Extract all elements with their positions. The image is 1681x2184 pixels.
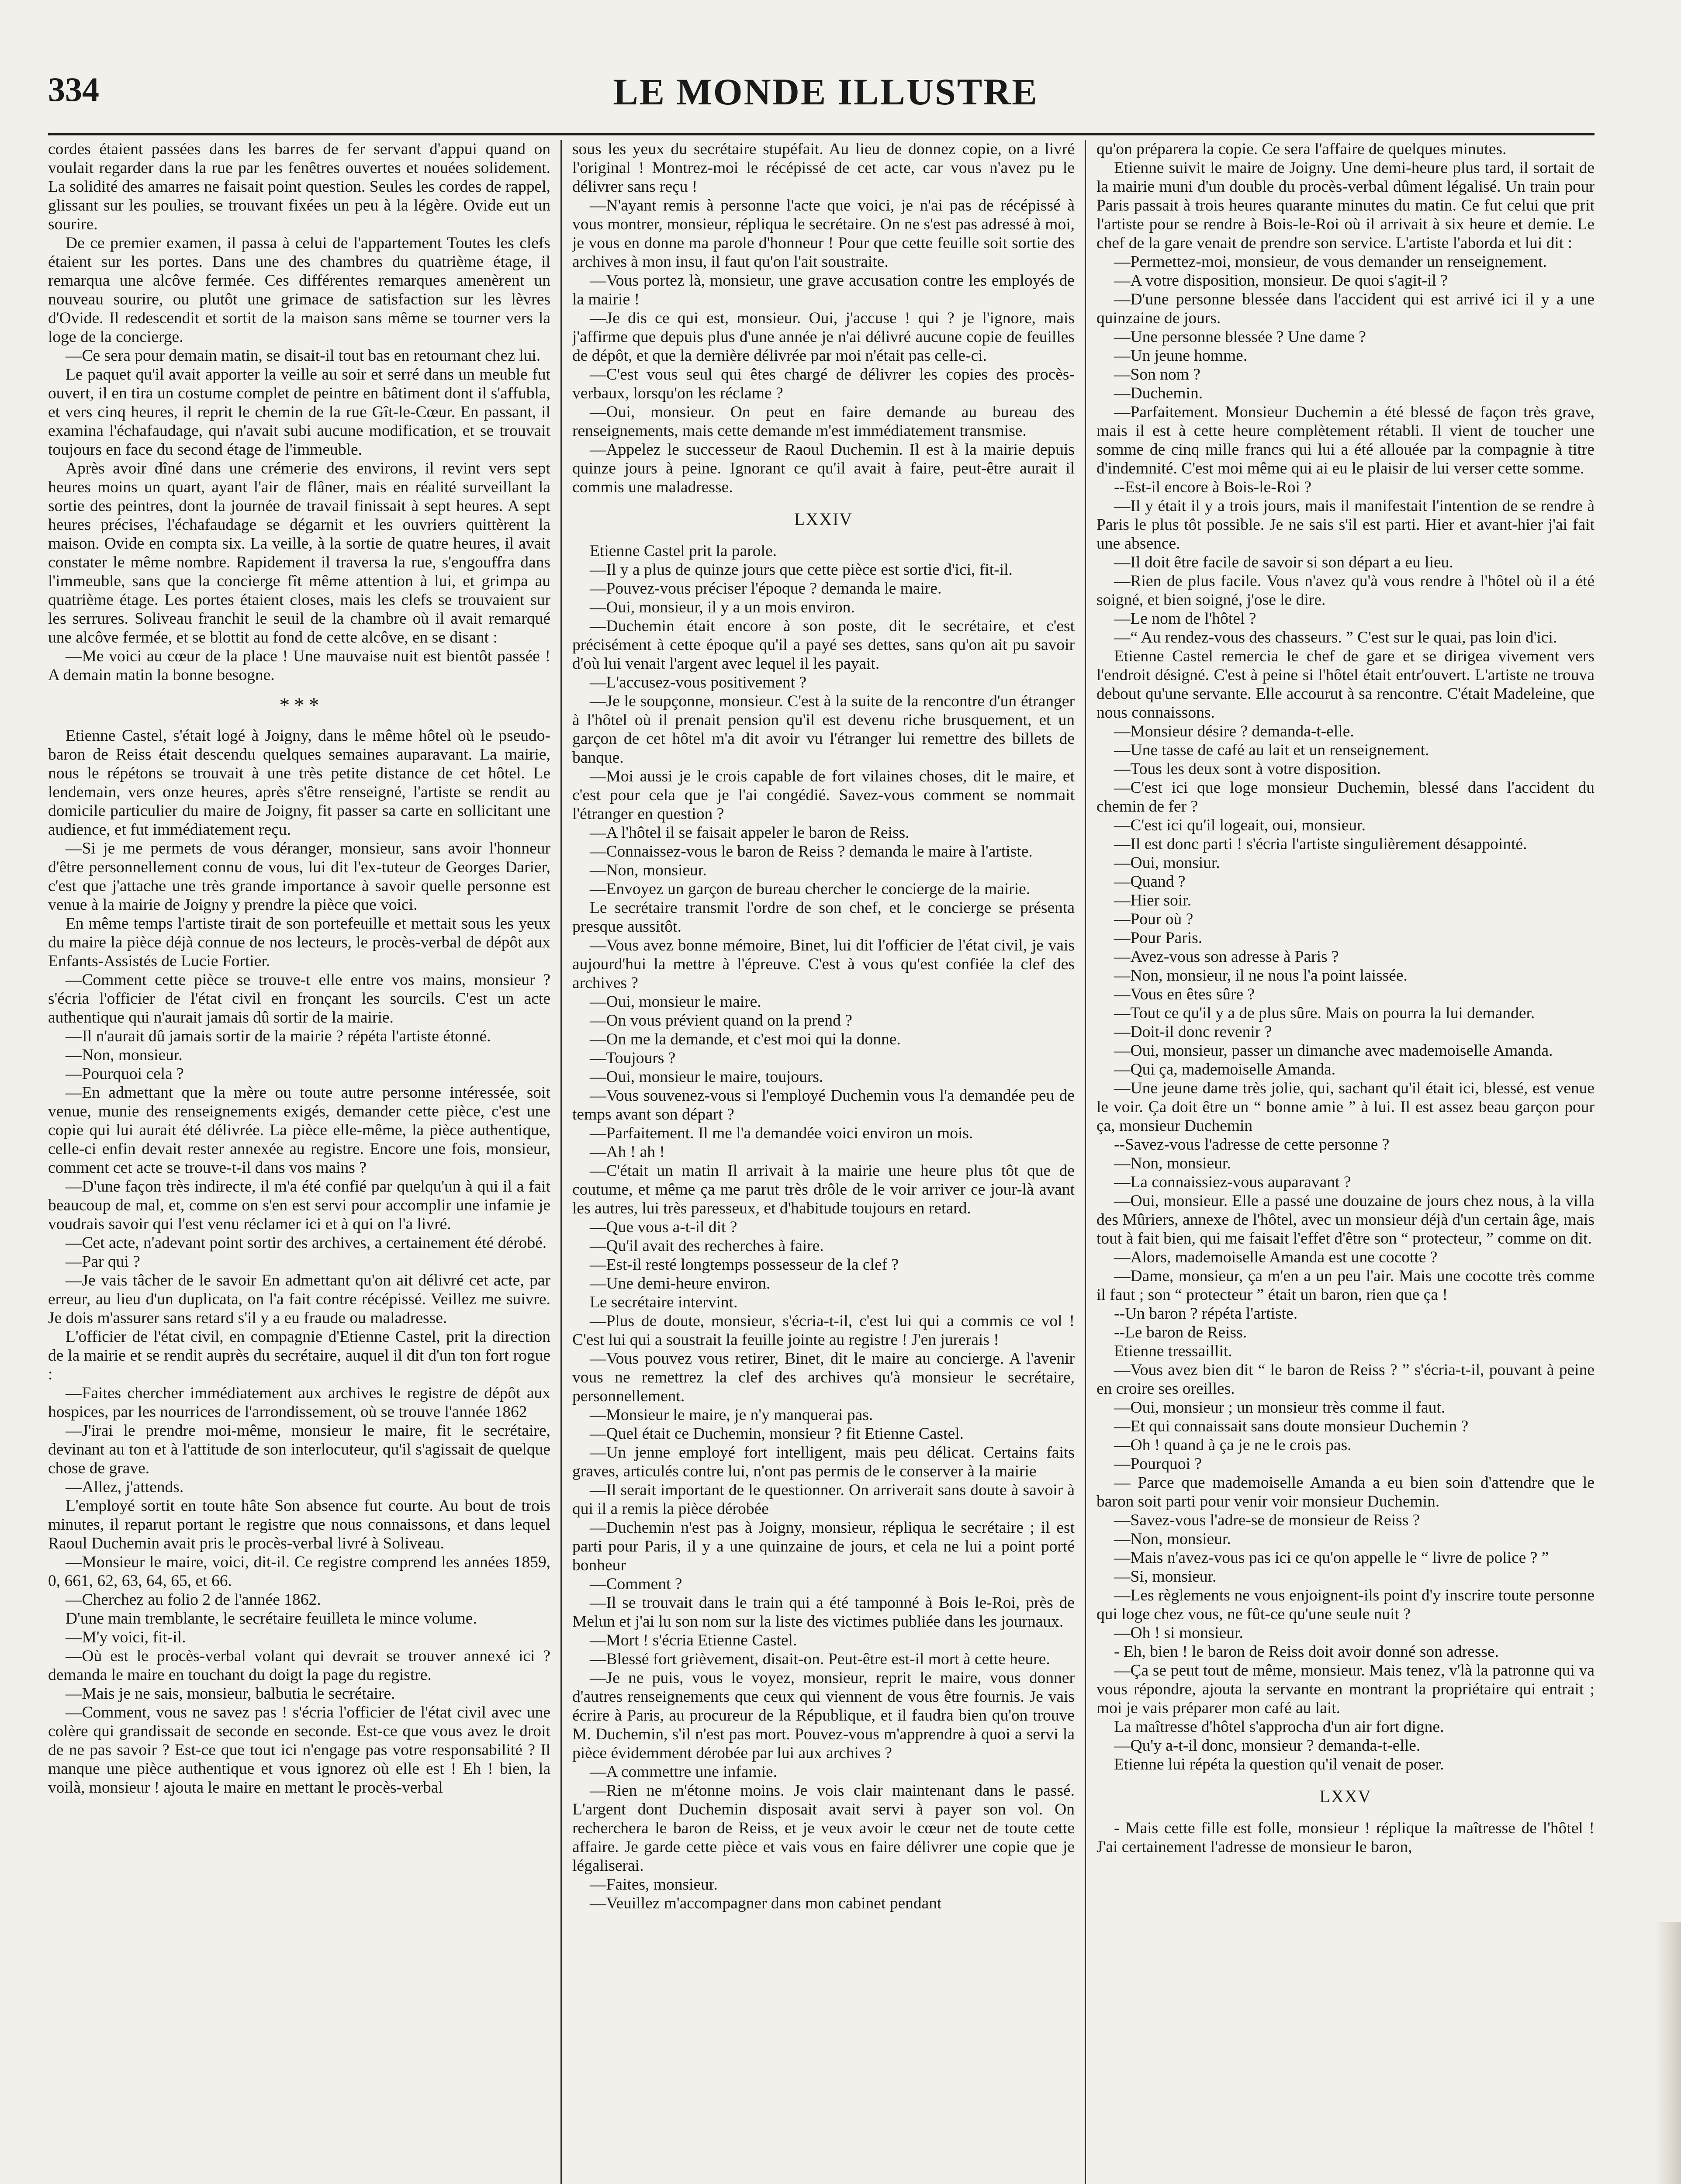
- chapter-heading: LXXV: [1319, 1787, 1372, 1806]
- paragraph: —Oui, monsieur ; un monsieur très comme il faut.: [1114, 1399, 1446, 1417]
- paragraph: —“ Au rendez-vous des chasseurs. ” C'est sur le quai, pas loin d'ici.: [1114, 629, 1557, 646]
- paragraph: —Duchemin.: [1114, 384, 1203, 402]
- paragraph: —Monsieur désire ? demanda-t-elle.: [1114, 722, 1354, 740]
- paragraph: —Vous portez là, monsieur, une grave accusation contre les employés de la mairie !: [572, 272, 1075, 308]
- paragraph: —Rien de plus facile. Vous n'avez qu'à vous rendre à l'hôtel où il a été soigné, et bien soigné, j'ose le dire.: [1096, 572, 1595, 609]
- paragraph: Etienne Castel prit la parole.: [590, 542, 777, 560]
- paragraph: —Oui, monsieur, il y a un mois environ.: [590, 598, 855, 616]
- paragraph: —Me voici au cœur de la place ! Une mauvaise nuit est bientôt passée ! A demain matin la bonne besogne.: [48, 647, 550, 684]
- paragraph: —Duchemin n'est pas à Joigny, monsieur, répliqua le secrétaire ; il est parti pour Paris, il y a une quinzaine de jours, et cela ne lui a point porté bonheur: [572, 1519, 1075, 1574]
- paragraph: —Monsieur le maire, je n'y manquerai pas.: [590, 1406, 873, 1424]
- paragraph: De ce premier examen, il passa à celui de l'appartement Toutes les clefs étaient sur les portes. Dans une des chambres du quatrième étage, il remarqua une alcôve fermée. Ces différentes remarques amenèrent un nouveau sourire, ou plutôt une grimace de satisfaction sur les lèvres d'Ovide. Il redescendit et sortit de la maison sans même se tourner vers la loge de la concierge.: [48, 234, 550, 346]
- paragraph: —Parfaitement. Monsieur Duchemin a été blessé de façon très grave, mais il est à cette heure complètement rétabli. Il vient de toucher une somme de cinq mille francs qui lui a été allouée par la compagnie à titre d'indemnité. C'est moi même qui ai eu le plaisir de lui verser cette somme.: [1096, 403, 1595, 477]
- paragraph: Le secrétaire intervint.: [590, 1293, 738, 1311]
- paragraph: —Pourquoi ?: [1114, 1455, 1202, 1473]
- paragraph: —Monsieur le maire, voici, dit-il. Ce registre comprend les années 1859, 0, 661, 62, 63, 64, 65, et 66.: [48, 1553, 550, 1590]
- paragraph: —Les règlements ne vous enjoignent-ils point d'y inscrire toute personne qui loge chez vous, ne fût-ce qu'une seule nuit ?: [1096, 1586, 1595, 1623]
- paragraph: —Comment ?: [590, 1575, 682, 1593]
- paragraph: —Vous avez bien dit “ le baron de Reiss ? ” s'écria-t-il, pouvant à peine en croire ses oreilles.: [1096, 1361, 1595, 1398]
- paragraph: —Oui, monsieur, passer un dimanche avec mademoiselle Amanda.: [1114, 1042, 1553, 1060]
- paragraph: Etienne lui répéta la question qu'il venait de poser.: [1114, 1755, 1444, 1773]
- paragraph: —Mais je ne sais, monsieur, balbutia le secrétaire.: [66, 1685, 395, 1703]
- paragraph: —C'était un matin Il arrivait à la mairie une heure plus tôt que de coutume, et même ça me parut très drôle de le voir arriver ce jour-là avant les autres, lui très paresseux, et d'habitude toujours en retard.: [572, 1162, 1075, 1217]
- paragraph: —Mort ! s'écria Etienne Castel.: [590, 1631, 797, 1649]
- paragraph: Etienne Castel remercia le chef de gare et se dirigea vivement vers l'endroit désigné. C'est à peine si l'hôtel était entr'ouvert. L'artiste ne trouva debout qu'une servante. Elle accourut à sa rencontre. C'était Madeleine, que nous connaissons.: [1096, 647, 1595, 722]
- paragraph: —Que vous a-t-il dit ?: [590, 1218, 737, 1236]
- paragraph: —Hier soir.: [1114, 892, 1192, 909]
- paragraph: —A l'hôtel il se faisait appeler le baron de Reiss.: [590, 824, 910, 842]
- paragraph: —Je dis ce qui est, monsieur. Oui, j'accuse ! qui ? je l'ignore, mais j'affirme que depuis plus d'une année je n'ai délivré aucune copie de feuilles de dépôt, et que la dernière délivrée par moi n'était pas celle-ci.: [572, 309, 1075, 365]
- paragraph: L'officier de l'état civil, en compagnie d'Etienne Castel, prit la direction de la mairie et se rendit auprès du secrétaire, auquel il dit d'un ton fort rogue :: [48, 1328, 550, 1383]
- paragraph: —Pour où ?: [1114, 910, 1193, 928]
- paragraph: — Parce que mademoiselle Amanda a eu bien soin d'attendre que le baron soit parti pour venir voir monsieur Duchemin.: [1096, 1474, 1595, 1510]
- paragraph: —Qu'il avait des recherches à faire.: [590, 1237, 824, 1255]
- paragraph: —Quand ?: [1114, 873, 1186, 891]
- paragraph: Le secrétaire transmit l'ordre de son chef, et le concierge se présenta presque aussitôt.: [572, 899, 1075, 936]
- paragraph: —Alors, mademoiselle Amanda est une cocotte ?: [1114, 1248, 1438, 1266]
- paragraph: —M'y voici, fit-il.: [66, 1628, 186, 1646]
- paragraph: sous les yeux du secrétaire stupéfait. Au lieu de donnez copie, on a livré l'original ! Montrez-moi le récépissé de cet acte, car vous n'avez pu le délivrer sans reçu !: [572, 140, 1075, 196]
- paragraph: —Tous les deux sont à votre disposition.: [1114, 760, 1381, 778]
- paragraph: —Savez-vous l'adre-se de monsieur de Reiss ?: [1114, 1511, 1420, 1529]
- paragraph: —Dame, monsieur, ça m'en a un peu l'air. Mais une cocotte très comme il faut ; son “ protecteur ” était un baron, rien que ça !: [1096, 1267, 1595, 1304]
- paragraph: —Quel était ce Duchemin, monsieur ? fit Etienne Castel.: [590, 1425, 964, 1443]
- paragraph: —Rien ne m'étonne moins. Je vois clair maintenant dans le passé. L'argent dont Duchemin disposait avait servi à payer son vol. On recherchera le baron de Reiss, et je veux avoir le cœur net de toute cette affaire. Je garde cette pièce et vais vous en faire délivrer une copie que je légaliserai.: [572, 1782, 1075, 1875]
- paragraph: Etienne Castel, s'était logé à Joigny, dans le même hôtel où le pseudo-baron de Reiss était descendu quelques semaines auparavant. La mairie, nous le répétons se trouvait à une très petite distance de cet hôtel. Le lendemain, vers onze heures, après s'être renseigné, l'artiste se rendit au domicile particulier du maire de Joigny, fit passer sa carte en sollicitant une audience, et fut immédiatement reçu.: [48, 727, 550, 839]
- paragraph: —D'une personne blessée dans l'accident qui est arrivé ici il y a une quinzaine de jours.: [1096, 290, 1595, 327]
- paragraph: —L'accusez-vous positivement ?: [590, 674, 807, 691]
- paragraph: —Il est donc parti ! s'écria l'artiste singulièrement désappointé.: [1114, 835, 1527, 853]
- paragraph: —Appelez le successeur de Raoul Duchemin. Il est à la mairie depuis quinze jours à peine. Ignorant ce qu'il avait à faire, peut-être aurait il commis une maladresse.: [572, 441, 1075, 496]
- paragraph: —Vous avez bonne mémoire, Binet, lui dit l'officier de l'état civil, je vais aujourd'hui la mettre à l'épreuve. C'est à vous qu'est confiée la clef des archives ?: [572, 936, 1075, 992]
- paragraph: —Je ne puis, vous le voyez, monsieur, reprit le maire, vous donner d'autres renseignements que ceux qui viennent de vous être fournis. Je vais écrire à Paris, au procureur de la République, et il faudra bien qu'on trouve M. Duchemin, s'il n'est pas mort. Pouvez-vous m'apprendre à quoi a servi la pièce évidemment dérobée par lui aux archives ?: [572, 1669, 1075, 1762]
- paragraph: —Une tasse de café au lait et un renseignement.: [1114, 741, 1429, 759]
- column-divider: [1085, 140, 1086, 2184]
- header-rule: [48, 133, 1595, 135]
- paragraph: —Comment, vous ne savez pas ! s'écria l'officier de l'état civil avec une colère qui grandissait de seconde en seconde. Est-ce que vous avez le droit de ne pas savoir ? Est-ce que tout ici n'engage pas votre responsabilité ? Il manque une pièce authentique et vous ignorez où elle est ! Eh ! bien, la voilà, monsieur ! ajouta le maire en mettant le procès-verbal: [48, 1704, 550, 1797]
- paragraph: —Veuillez m'accompagner dans mon cabinet pendant: [590, 1894, 942, 1912]
- paragraph: —Cet acte, n'adevant point sortir des archives, a certainement été dérobé.: [66, 1234, 547, 1252]
- paragraph: —Oui, monsieur. On peut en faire demande au bureau des renseignements, mais cette demande m'est immédiatement transmise.: [572, 403, 1075, 440]
- paragraph: —Non, monsieur.: [590, 861, 707, 879]
- paragraph: —Non, monsieur.: [1114, 1154, 1231, 1172]
- column-2: [572, 140, 1075, 2184]
- paragraph: Etienne suivit le maire de Joigny. Une demi-heure plus tard, il sortait de la mairie muni d'un double du procès-verbal dûment légalisé. Un train pour Paris passait à trois heures quarante minutes du matin. Ce fut celui que prit l'artiste pour se rendre à Bois-le-Roi où il arrivait à six heure et demie. Le chef de la gare venait de prendre son service. L'artiste l'aborda et lui dit :: [1096, 159, 1595, 252]
- paragraph: —Non, monsieur, il ne nous l'a point laissée.: [1114, 967, 1408, 985]
- paragraph: —En admettant que la mère ou toute autre personne intéressée, soit venue, munie des renseignements exigés, demander cette pièce, c'est une copie qui lui aurait été délivrée. La pièce elle-même, la pièce authentique, celle-ci enfin devait rester annexée au registre. Encore une fois, monsieur, comment cet acte se trouve-t-il dans vos mains ?: [48, 1084, 550, 1177]
- paragraph: —Envoyez un garçon de bureau chercher le concierge de la mairie.: [590, 880, 1031, 898]
- paragraph: D'une main tremblante, le secrétaire feuilleta le mince volume.: [66, 1610, 477, 1628]
- paragraph: —Oh ! si monsieur.: [1114, 1624, 1243, 1642]
- paragraph: —Si, monsieur.: [1114, 1568, 1217, 1586]
- paragraph: —Une demi-heure environ.: [590, 1275, 771, 1292]
- paragraph: —Ah ! ah !: [590, 1143, 665, 1161]
- paragraph: —Permettez-moi, monsieur, de vous demander un renseignement.: [1114, 253, 1547, 271]
- paragraph: —Oui, monsieur le maire.: [590, 993, 761, 1011]
- paragraph: —Non, monsieur.: [1114, 1530, 1231, 1548]
- paragraph: —Où est le procès-verbal volant qui devrait se trouver annexé ici ? demanda le maire en touchant du doigt la page du registre.: [48, 1647, 550, 1684]
- paragraph: —D'une façon très indirecte, il m'a été confié par quelqu'un à qui il a fait beaucoup de mal, et, comme on s'en est servi pour accomplir une infamie je voudrais savoir qui l'est venu réclamer ici et à qui on l'a livré.: [48, 1178, 550, 1233]
- paragraph: —Parfaitement. Il me l'a demandée voici environ un mois.: [590, 1124, 973, 1142]
- paragraph: —Connaissez-vous le baron de Reiss ? demanda le maire à l'artiste.: [590, 843, 1033, 860]
- paragraph: --Un baron ? répéta l'artiste.: [1114, 1305, 1298, 1323]
- paragraph: —Tout ce qu'il y a de plus sûre. Mais on pourra la lui demander.: [1114, 1004, 1535, 1022]
- paragraph: —Pourquoi cela ?: [66, 1065, 184, 1083]
- paragraph: —Et qui connaissait sans doute monsieur Duchemin ?: [1114, 1417, 1469, 1435]
- paragraph: —A commettre une infamie.: [590, 1763, 778, 1781]
- paragraph: —Je vais tâcher de le savoir En admettant qu'on ait délivré cet acte, par erreur, au lieu d'un duplicata, on l'a fait contre récépissé. Veillez me suivre. Je dois m'assurer sans retard s'il y a eu fraude ou maladresse.: [48, 1272, 550, 1327]
- paragraph: —On vous prévient quand on la prend ?: [590, 1012, 852, 1030]
- paragraph: La maîtresse d'hôtel s'approcha d'un air fort digne.: [1114, 1718, 1444, 1736]
- paragraph: —C'est ici que loge monsieur Duchemin, blessé dans l'accident du chemin de fer ?: [1096, 779, 1595, 816]
- paragraph: —Moi aussi je le crois capable de fort vilaines choses, dit le maire, et c'est pour cela que je l'ai congédié. Savez-vous comment se nommait l'étranger en question ?: [572, 767, 1075, 823]
- paragraph: qu'on préparera la copie. Ce sera l'affaire de quelques minutes.: [1096, 140, 1507, 158]
- paragraph: —Par qui ?: [66, 1253, 140, 1271]
- paragraph: —Mais n'avez-vous pas ici ce qu'on appelle le “ livre de police ? ”: [1114, 1549, 1549, 1567]
- paragraph: —Avez-vous son adresse à Paris ?: [1114, 948, 1339, 966]
- column-3: [1096, 140, 1595, 2184]
- paragraph: —Un jenne employé fort intelligent, mais peu délicat. Certains faits graves, articulés contre lui, n'ont pas permis de le conserver à la mairie: [572, 1444, 1075, 1480]
- paragraph: —Oui, monsiur.: [1114, 854, 1220, 872]
- paragraph: —Pour Paris.: [1114, 929, 1203, 947]
- paragraph: --Le baron de Reiss.: [1114, 1324, 1247, 1341]
- paragraph: —Si je me permets de vous déranger, monsieur, sans avoir l'honneur d'être personnellement connu de vous, lui dit l'ex-tuteur de Georges Darier, c'est que j'attache une très grande importance à savoir quelle personne est venue à la mairie de Joigny y prendre la pièce que voici.: [48, 840, 550, 914]
- paragraph: —Oui, monsieur le maire, toujours.: [590, 1068, 823, 1086]
- paragraph: —Vous en êtes sûre ?: [1114, 985, 1255, 1003]
- paragraph: —Qui ça, mademoiselle Amanda.: [1114, 1061, 1336, 1078]
- paragraph: Après avoir dîné dans une crémerie des environs, il revint vers sept heures moins un quart, ayant l'air de flâner, mais en réalité surveillant la sortie des peintres, dont la journée de travail finissait à sept heures. A sept heures précises, l'échafaudage se dégarnit et les ouvriers quittèrent la maison. Ovide en compta six. La veille, à la sortie de quatre heures, il avait constater le même nombre. Rapidement il traversa la rue, s'engouffra dans l'immeuble, sans que la concierge fît même attention à lui, et grimpa au quatrième étage. Les portes étaient closes, mais les clefs se trouvaient sur les serrures. Soliveau franchit le seuil de la chambre où il avait remarqué une alcôve fermée, et se blottit au fond de cette alcôve, en se disant :: [48, 460, 550, 646]
- paragraph: —J'irai le prendre moi-même, monsieur le maire, fit le secrétaire, devinant au ton et à l'attitude de son interlocuteur, qu'il s'agissait de quelque chose de grave.: [48, 1422, 550, 1477]
- paragraph: —Toujours ?: [590, 1049, 676, 1067]
- section-break: * * *: [279, 694, 319, 717]
- column-1: [48, 140, 550, 2184]
- paragraph: —Vous pouvez vous retirer, Binet, dit le maire au concierge. A l'avenir vous ne remettrez la clef des archives qu'à monsieur le secrétaire, personnellement.: [572, 1350, 1075, 1405]
- paragraph: —Oui, monsieur. Elle a passé une douzaine de jours chez nous, à la villa des Mûriers, annexe de l'hôtel, avec un monsieur déjà d'un certain âge, mais tout à fait bien, qui me faisait l'effet d'être son “ protecteur, ” comme on dit.: [1096, 1192, 1595, 1248]
- paragraph: - Mais cette fille est folle, monsieur ! réplique la maîtresse de l'hôtel ! J'ai certainement l'adresse de monsieur le baron,: [1096, 1819, 1595, 1856]
- paragraph: —Ce sera pour demain matin, se disait-il tout bas en retournant chez lui.: [66, 347, 541, 365]
- chapter-heading: LXXIV: [794, 509, 853, 529]
- paragraph: —Il n'aurait dû jamais sortir de la mairie ? répéta l'artiste étonné.: [66, 1027, 491, 1045]
- paragraph: cordes étaient passées dans les barres de fer servant d'appui quand on voulait regarder dans la rue par les fenêtres ouvertes et nouées solidement. La solidité des amarres ne faisait point question. Seules les cordes de rappel, glissant sur les poulies, se trouvant fixées un peu à la légère. Ovide eut un sourire.: [48, 140, 550, 233]
- paragraph: —Est-il resté longtemps possesseur de la clef ?: [590, 1256, 899, 1274]
- masthead: LE MONDE ILLUSTRE: [613, 71, 1038, 113]
- paragraph: —Duchemin était encore à son poste, dit le secrétaire, et c'est précisément à cette époque qu'il a payé ses dettes, sans qu'on ait pu savoir d'où lui venait l'argent avec lequel il les payait.: [572, 617, 1075, 673]
- paragraph: --Savez-vous l'adresse de cette personne ?: [1114, 1136, 1390, 1154]
- paragraph: —Faites chercher immédiatement aux archives le registre de dépôt aux hospices, par les nourrices de l'arrondissement, où se trouve l'année 1862: [48, 1384, 550, 1421]
- paragraph: —Ça se peut tout de même, monsieur. Mais tenez, v'là la patronne qui va vous répondre, ajouta la servante en montrant la propriétaire qui entrait ; moi je vais préparer mon café au lait.: [1096, 1662, 1595, 1717]
- paragraph: —C'est ici qu'il logeait, oui, monsieur.: [1114, 816, 1366, 834]
- paragraph: —Blessé fort grièvement, disait-on. Peut-être est-il mort à cette heure.: [590, 1650, 1050, 1668]
- paragraph: En même temps l'artiste tirait de son portefeuille et mettait sous les yeux du maire la pièce déjà connue de nos lecteurs, le procès-verbal de dépôt aux Enfants-Assistés de Lucie Fortier.: [48, 915, 550, 970]
- column-divider: [560, 140, 562, 2184]
- paragraph: —On me la demande, et c'est moi qui la donne.: [590, 1030, 901, 1048]
- paragraph: —Allez, j'attends.: [66, 1478, 184, 1496]
- paragraph: - Eh, bien ! le baron de Reiss doit avoir donné son adresse.: [1114, 1643, 1499, 1661]
- paragraph: —Qu'y a-t-il donc, monsieur ? demanda-t-elle.: [1114, 1737, 1421, 1755]
- paragraph: —Il y a plus de quinze jours que cette pièce est sortie d'ici, fit-il.: [590, 561, 1013, 579]
- paragraph: —Oh ! quand à ça je ne le crois pas.: [1114, 1436, 1352, 1454]
- paragraph: —Plus de doute, monsieur, s'écria-t-il, c'est lui qui a commis ce vol ! C'est lui qui a soustrait la feuille jointe au registre ! J'en jurerais !: [572, 1312, 1075, 1349]
- page-number: 334: [48, 70, 99, 108]
- paragraph: —Doit-il donc revenir ?: [1114, 1023, 1272, 1041]
- paragraph: —Son nom ?: [1114, 366, 1200, 384]
- page-edge-shadow: [1655, 1922, 1681, 2184]
- paragraph: —C'est vous seul qui êtes chargé de délivrer les copies des procès-verbaux, lorsqu'on les réclame ?: [572, 366, 1075, 402]
- paragraph: —Il serait important de le questionner. On arriverait sans doute à savoir à qui il a remis la pièce dérobée: [572, 1481, 1075, 1518]
- paragraph: —Il se trouvait dans le train qui a été tamponné à Bois le-Roi, près de Melun et j'ai lu son nom sur la liste des victimes publiée dans les journaux.: [572, 1594, 1075, 1631]
- paragraph: Etienne tressaillit.: [1114, 1342, 1232, 1360]
- page-header: [48, 66, 1603, 122]
- paragraph: —Le nom de l'hôtel ?: [1114, 610, 1256, 628]
- paragraph: L'employé sortit en toute hâte Son absence fut courte. Au bout de trois minutes, il reparut portant le registre que nous connaissons, et dans lequel Raoul Duchemin avait pris le procès-verbal livré à Soliveau.: [48, 1497, 550, 1552]
- paragraph: —Faites, monsieur.: [590, 1876, 718, 1894]
- paragraph: —N'ayant remis à personne l'acte que voici, je n'ai pas de récépissé à vous montrer, monsieur, répliqua le secrétaire. On ne s'est pas adressé à moi, je vous en donne ma parole d'honneur ! Pour que cette feuille soit sortie des archives à mon insu, il faut qu'on l'ait soustraite.: [572, 197, 1075, 271]
- paragraph: —Cherchez au folio 2 de l'année 1862.: [66, 1591, 321, 1609]
- paragraph: --Est-il encore à Bois-le-Roi ?: [1114, 478, 1311, 496]
- paragraph: —Il doit être facile de savoir si son départ a eu lieu.: [1114, 553, 1453, 571]
- paragraph: —Il y était il y a trois jours, mais il manifestait l'intention de se rendre à Paris le plus tôt possible. Je ne sais s'il est parti. Hier et avant-hier j'ai fait une absence.: [1096, 497, 1595, 553]
- paragraph: —Une personne blessée ? Une dame ?: [1114, 328, 1366, 346]
- paragraph: —Non, monsieur.: [66, 1046, 183, 1064]
- paragraph: Le paquet qu'il avait apporter la veille au soir et serré dans un meuble fut ouvert, il en tira un costume complet de peintre en bâtiment dont il s'affubla, et vers cinq heures, il reprit le chemin de la rue Gît-le-Cœur. En passant, il examina l'échafaudage, qui n'avait subi aucune modification, et se trouvait toujours en face du second étage de l'immeuble.: [48, 366, 550, 459]
- paragraph: —A votre disposition, monsieur. De quoi s'agit-il ?: [1114, 272, 1448, 290]
- paragraph: —La connaissiez-vous auparavant ?: [1114, 1173, 1351, 1191]
- paragraph: —Vous souvenez-vous si l'employé Duchemin vous l'a demandée peu de temps avant son départ ?: [572, 1087, 1075, 1123]
- paragraph: —Un jeune homme.: [1114, 347, 1248, 365]
- paragraph: —Je le soupçonne, monsieur. C'est à la suite de la rencontre d'un étranger à l'hôtel où il prenait pension qu'il est devenu riche brusquement, et un garçon de cet hôtel m'a dit avoir vu l'étranger lui remettre des billets de banque.: [572, 692, 1075, 767]
- paragraph: —Pouvez-vous préciser l'époque ? demanda le maire.: [590, 580, 942, 598]
- paragraph: —Comment cette pièce se trouve-t elle entre vos mains, monsieur ? s'écria l'officier de l'état civil en fronçant les sourcils. C'est un acte authentique qui n'aurait jamais dû sortir de la mairie.: [48, 971, 550, 1026]
- paragraph: —Une jeune dame très jolie, qui, sachant qu'il était ici, blessé, est venue le voir. Ça doit être un “ bonne amie ” à lui. Il est assez beau garçon pour ça, monsieur Duchemin: [1096, 1079, 1595, 1135]
